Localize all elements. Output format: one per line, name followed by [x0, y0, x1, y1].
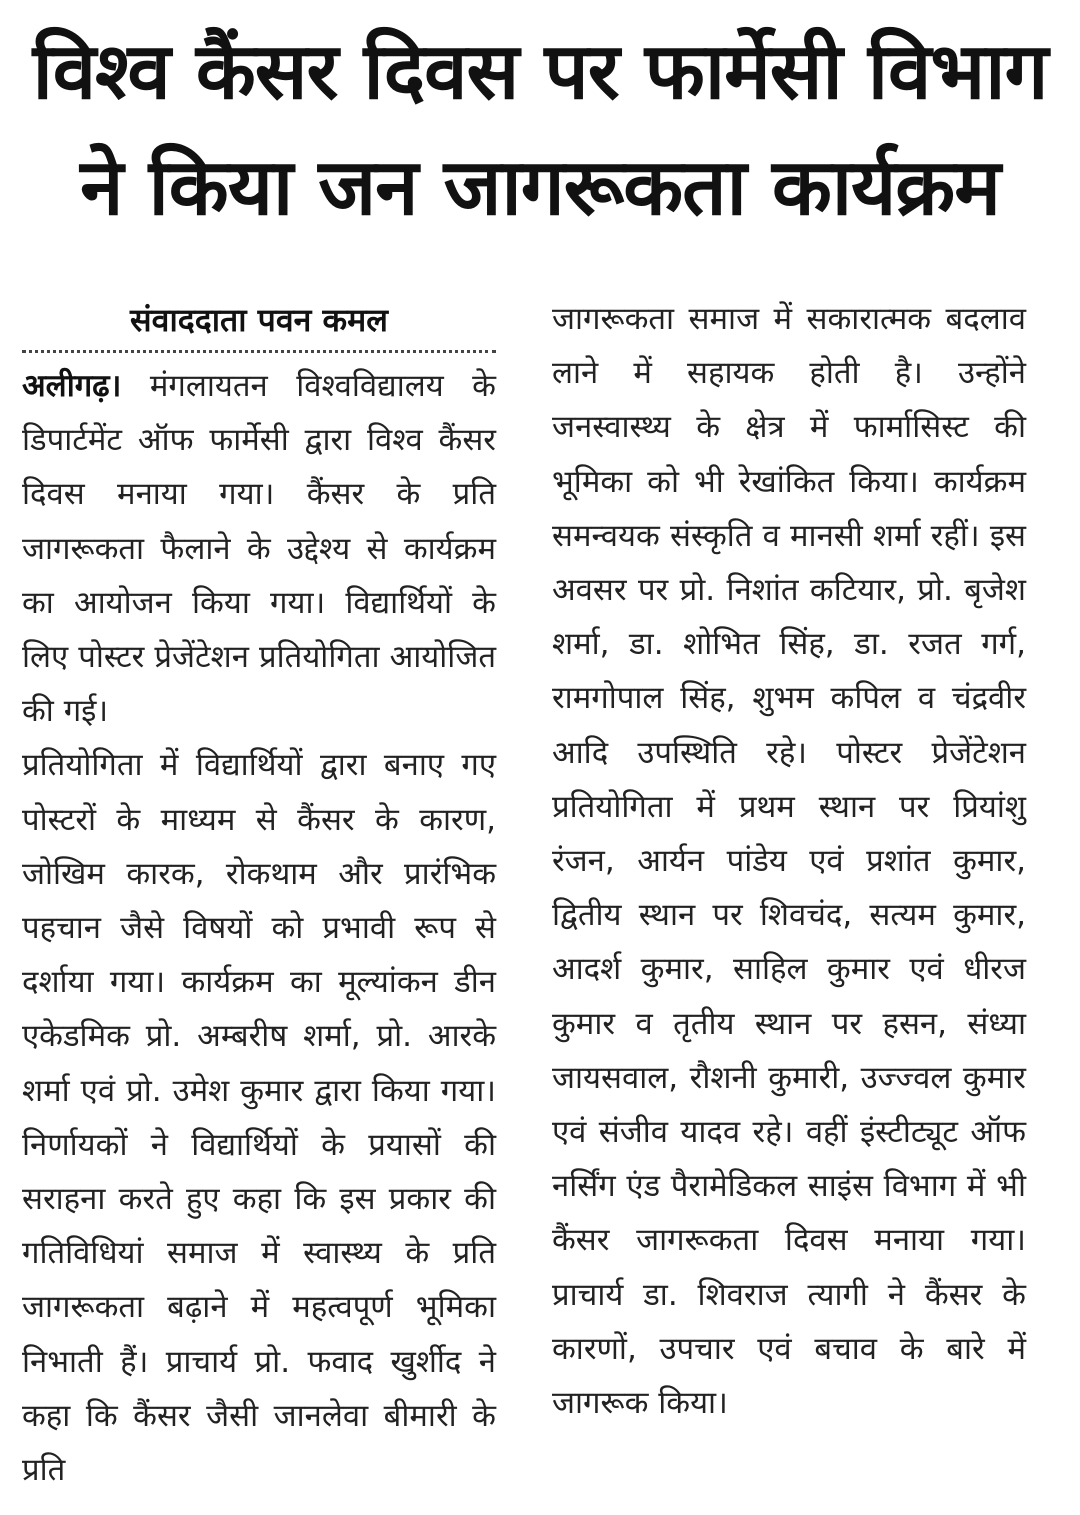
dateline: अलीगढ़।: [22, 368, 122, 404]
paragraph-intro-text: मंगलायतन विश्वविद्यालय के डिपार्टमेंट ऑफ फार्मेसी द्वारा विश्व कैंसर दिवस मनाया गया। कैंसर के प्रति जागरूकता फैलाने के उद्देश्य से कार्यक्रम का आयोजन किया गया। विद्यार्थियों के लिए पोस्टर प्रेजेंटेशन प्रतियोगिता आयोजित की गई।: [22, 368, 496, 730]
byline-divider: [22, 350, 496, 353]
headline-line-1: विश्व कैंसर दिवस पर फार्मेसी विभाग: [32, 27, 1048, 117]
paragraph-continued: जागरूकता समाज में सकारात्मक बदलाव लाने में सहायक होती है। उन्होंने जनस्वास्थ्य के क्षेत्र में फार्मासिस्ट की भूमिका को भी रेखांकित किया। कार्यक्रम समन्वयक संस्कृति व मानसी शर्मा रहीं। इस अवसर पर प्रो. निशांत कटियार, प्रो. बृजेश शर्मा, डा. शोभित सिंह, डा. रजत गर्ग, रामगोपाल सिंह, शुभम कपिल व चंद्रवीर आदि उपस्थिति रहे। पोस्टर प्रेजेंटेशन प्रतियोगिता में प्रथम स्थान पर प्रियांशु रंजन, आर्यन पांडेय एवं प्रशांत कुमार, द्वितीय स्थान पर शिवचंद, सत्यम कुमार, आदर्श कुमार, साहिल कुमार एवं धीरज कुमार व तृतीय स्थान पर हसन, संध्या जायसवाल, रौशनी कुमारी, उज्ज्वल कुमार एवं संजीव यादव रहे। वहीं इंस्टीट्यूट ऑफ नर्सिंग एंड पैरामेडिकल साइंस विभाग में भी कैंसर जागरूकता दिवस मनाया गया। प्राचार्य डा. शिवराज त्यागी ने कैंसर के कारणों, उपचार एवं बचाव के बारे में जागरूक किया।: [552, 301, 1026, 1422]
article-column-left: [22, 290, 496, 1497]
byline: संवाददाता पवन कमल: [130, 301, 388, 339]
headline: [0, 14, 1080, 246]
paragraph-competition: प्रतियोगिता में विद्यार्थियों द्वारा बनाए गए पोस्टरों के माध्यम से कैंसर के कारण, जोखिम कारक, रोकथाम और प्रारंभिक पहचान जैसे विषयों को प्रभावी रूप से दर्शाया गया। कार्यक्रम का मूल्यांकन डीन एकेडमिक प्रो. अम्बरीष शर्मा, प्रो. आरके शर्मा एवं प्रो. उमेश कुमार द्वारा किया गया। निर्णायकों ने विद्यार्थियों के प्रयासों की सराहना करते हुए कहा कि इस प्रकार की गतिविधियां समाज में स्वास्थ्य के प्रति जागरूकता बढ़ाने में महत्वपूर्ण भूमिका निभाती हैं। प्राचार्य प्रो. फवाद खुर्शीद ने कहा कि कैंसर जैसी जानलेवा बीमारी के प्रति: [22, 747, 496, 1489]
headline-line-2: ने किया जन जागरूकता कार्यक्रम: [80, 143, 1000, 233]
paragraph-intro: [22, 359, 496, 738]
article-column-right: [552, 292, 1026, 1430]
